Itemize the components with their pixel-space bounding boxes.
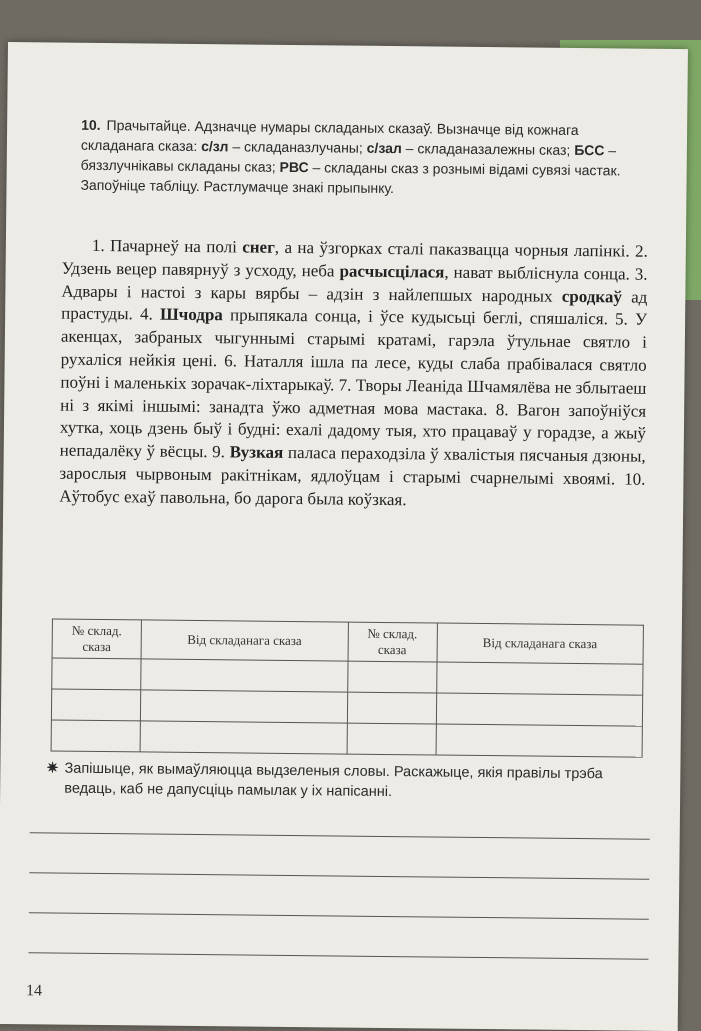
table-header-cell: № склад. сказа — [348, 622, 437, 662]
table-cell[interactable] — [52, 658, 141, 690]
table-header-row — [52, 619, 643, 664]
table-cell[interactable] — [51, 689, 140, 721]
task-text: Запішыце, як вымаўляюцца выдзеленыя словы. Раскажыце, якія правілы трэба ведаць, каб не дапусціць памылак у іх напісанні. — [64, 760, 603, 801]
writing-line[interactable] — [29, 912, 649, 919]
table-header-cell: № склад. сказа — [52, 619, 141, 659]
highlighted-word: Вузкая — [229, 442, 284, 463]
sentences-paragraph: 1. Пачарнеў на полі снег, а на ўзгорках сталі паказвацца чорныя лапінкі. 2. Удзень вецер павярнуў з усходу, неба расчысцілася, нават выблiснула сонца. 3. Адвары і настоі з кары вярбы – адзін з найлепшых народных сродкаў ад прастуды. 4. Шчодра прыпякала сонца, і ўсе кудысьці беглі, спяшаліся. 5. У акенцах, забраных чыгуннымі старымі кратамі, гарэла ўтульнае святло і рухаліся нейкія цені. 6. Наталля ішла па лесе, куды слаба прабівалася святло поўні і маленькіх зорачак-ліхтарыкаў. 7. Творы Леаніда Шчамялёва не зблытаеш ні з якімі іншымі: занадта ўжо адметная мова мастака. 8. Вагон запоўніўся хутка, хоць дзень быў і будні: ехалі дадому тыя, хто працаваў у горадзе, а жыў непадалёку ў вёсцы. 9. Вузкая паласа пераходзіла ў хвалістыя пясчаныя дзюны, зарослыя чырвоным ракітнікам, ядлоўцам і старымі счарнелымі хвоямі. 10. Аўтобус ехаў павольна, бо дарога была коўзкая. — [59, 235, 648, 509]
highlighted-word: сродкаў — [561, 286, 623, 307]
highlighted-word: расчысцілася — [339, 261, 445, 282]
star-icon: ✷ — [46, 760, 59, 777]
highlighted-word: Шчодра — [159, 304, 223, 325]
highlighted-word: снег — [242, 237, 275, 257]
textbook-page — [0, 42, 688, 1031]
table-header-cell: Від складанага сказа — [437, 623, 644, 664]
exercise-number: 10. — [81, 116, 101, 133]
table-cell[interactable] — [436, 693, 643, 726]
extra-task — [46, 758, 646, 804]
table-cell[interactable] — [347, 692, 436, 724]
writing-line[interactable] — [28, 952, 648, 959]
table-cell[interactable] — [347, 661, 436, 693]
table-cell[interactable] — [141, 659, 348, 692]
answer-table — [51, 618, 644, 757]
table-row — [51, 720, 642, 757]
table-cell[interactable] — [51, 720, 140, 752]
page-number: 14 — [25, 982, 43, 1000]
table-cell[interactable] — [347, 723, 436, 755]
table-cell[interactable] — [140, 690, 347, 723]
writing-line[interactable] — [29, 872, 649, 879]
exercise-instruction: 10. Прачытайце. Адзначце нумары складаных сказаў. Вызначце від кожнага складанага сказа: с/зл – складаназлучаны; с/зал – складаназалежны сказ; БСС – бяззлучнікавы складаны сказ; РВС – складаны сказ з рознымі відамі сувязі частак. Запоўніце табліцу. Растлумачце знакі прыпынку. — [80, 116, 621, 197]
table-header-cell: Від складанага сказа — [141, 620, 348, 661]
writing-line[interactable] — [30, 832, 650, 839]
table-cell[interactable] — [436, 662, 643, 695]
table-cell[interactable] — [436, 724, 643, 757]
exercise-text — [59, 235, 648, 515]
table-cell[interactable] — [140, 721, 347, 754]
